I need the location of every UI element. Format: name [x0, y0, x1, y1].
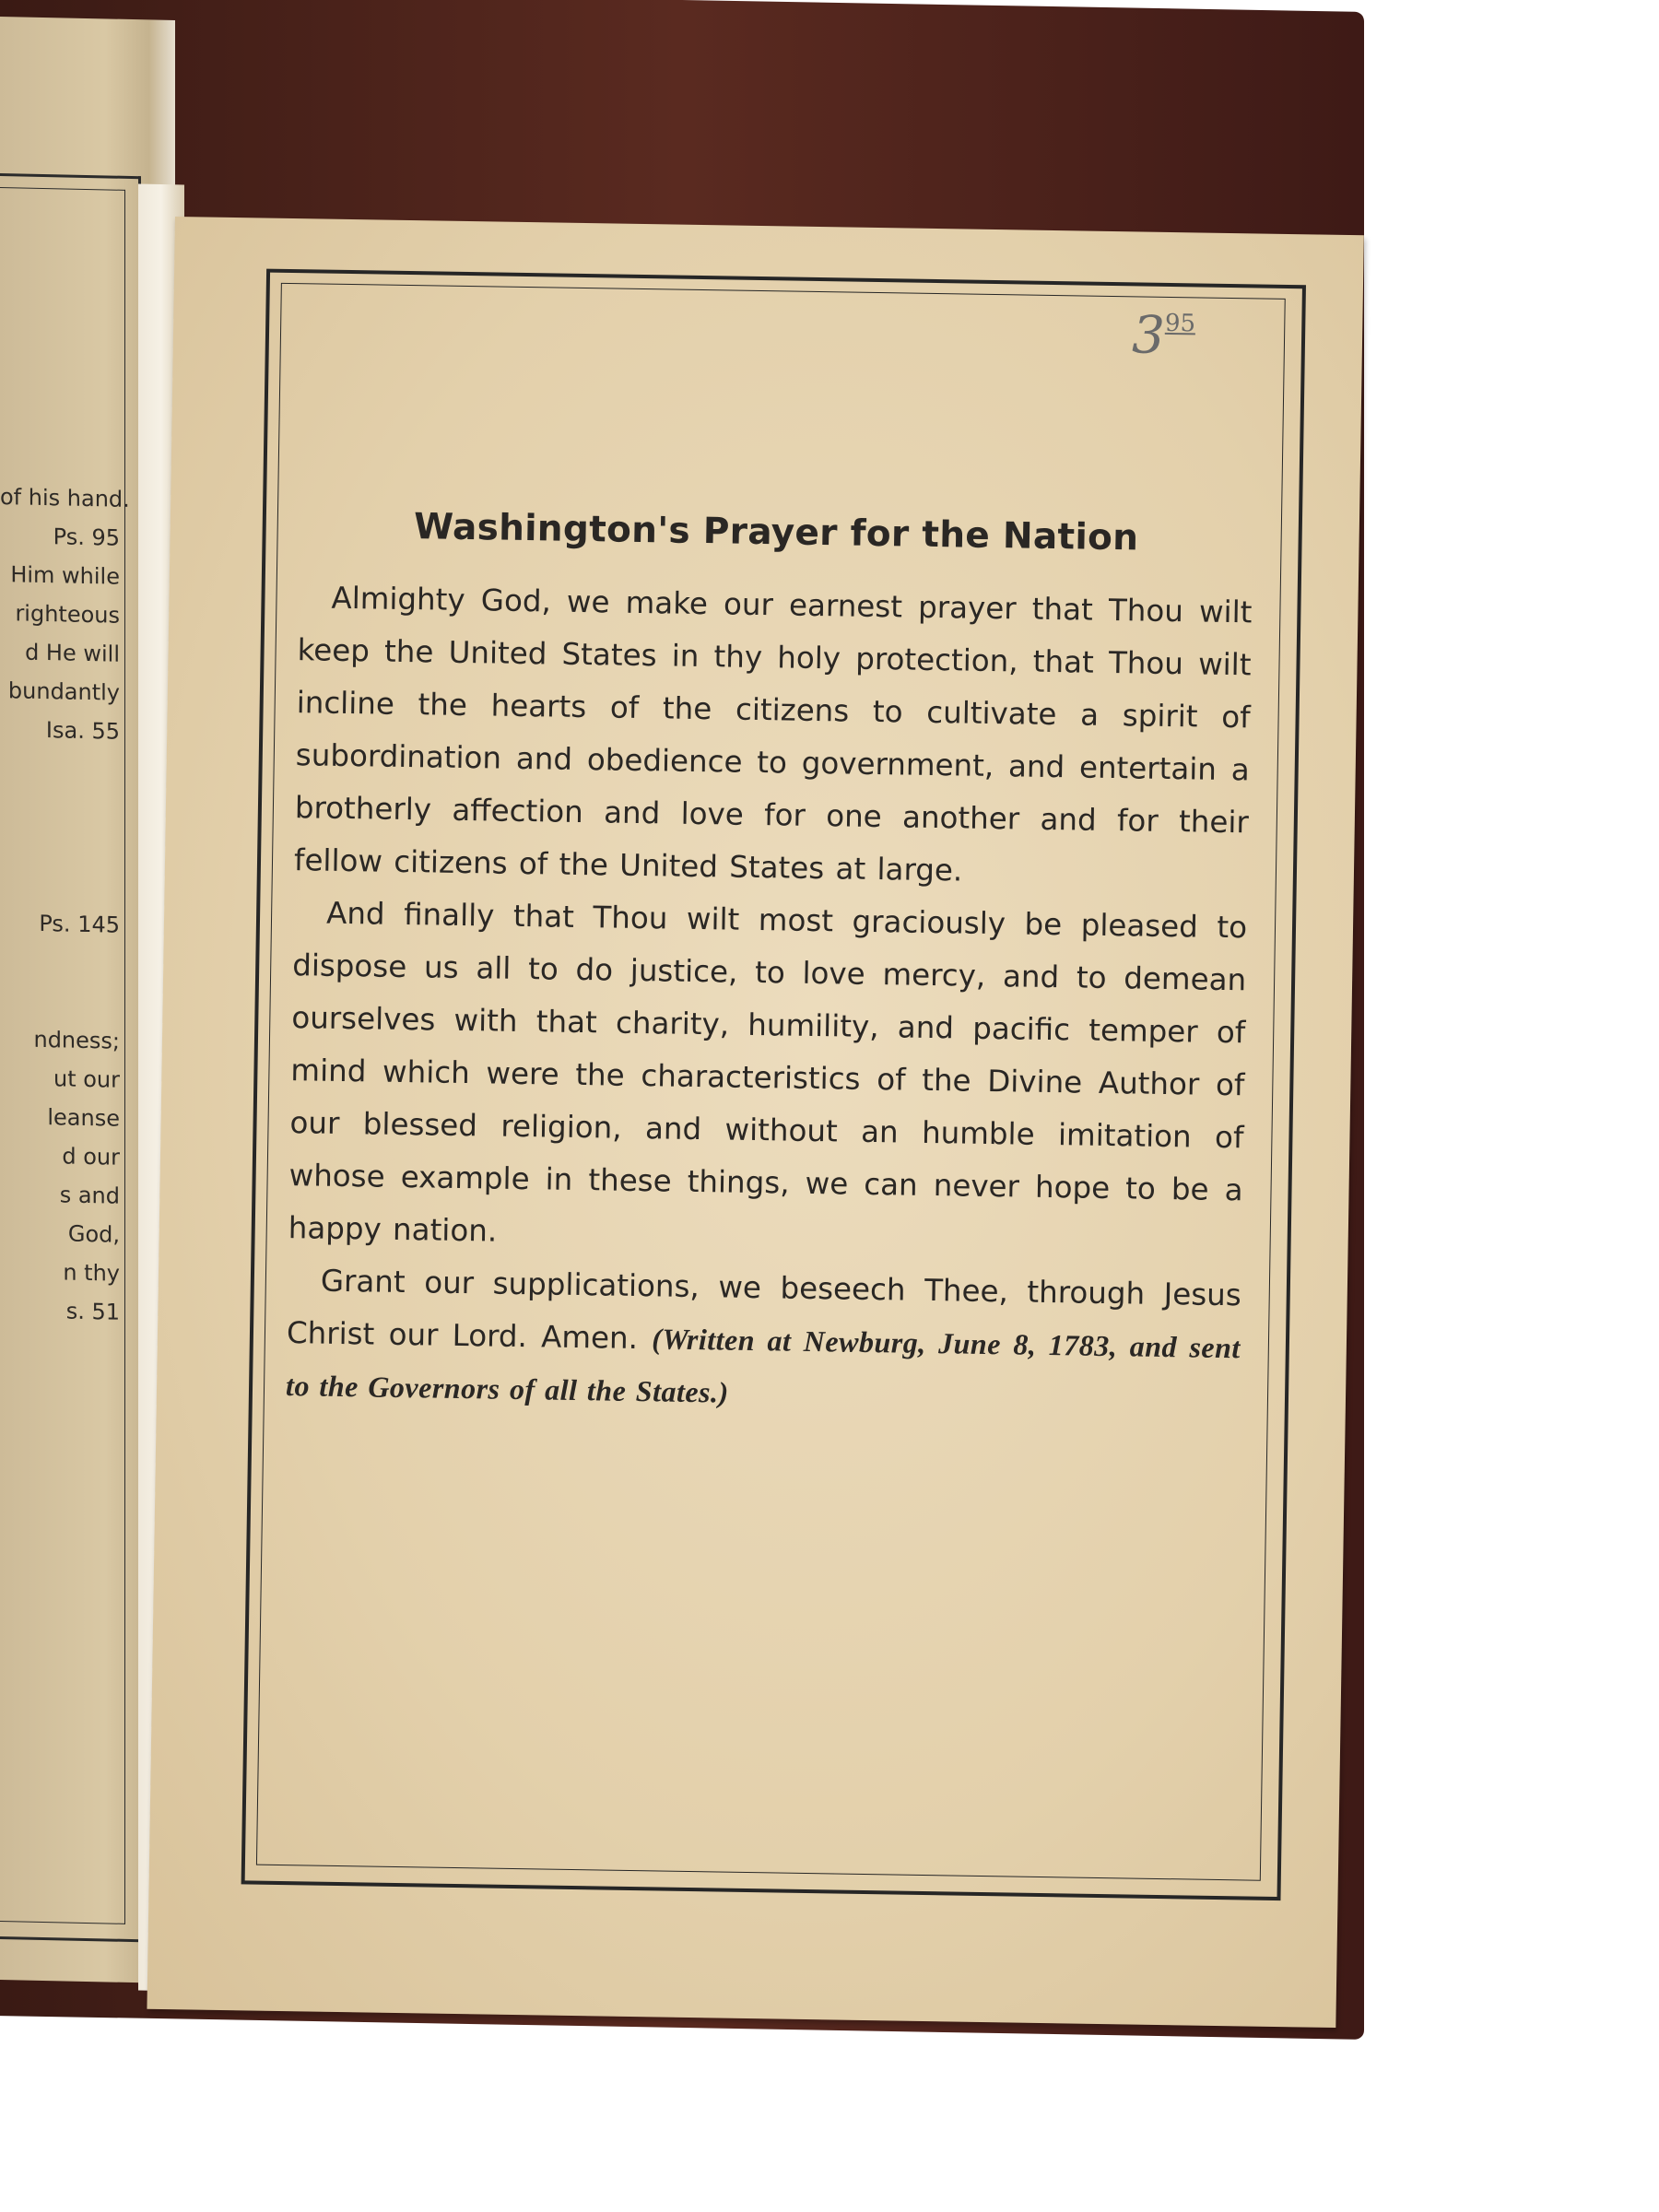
left-line: leanse — [47, 1104, 120, 1132]
left-line: n thy — [63, 1259, 120, 1287]
left-line: of his hand. — [0, 484, 130, 512]
left-line: ut our — [53, 1065, 120, 1093]
prayer-closing: Grant our supplications, we beseech Thee, through Jesus Christ our Lord. Amen. — [286, 1263, 1242, 1357]
prayer-paragraph-3 — [286, 1254, 1242, 1427]
prayer-paragraph-1: Almighty God, we make our earnest prayer that Thou wilt keep the United States in thy holy protection, that Thou wilt incline the hearts of the citizens to cultivate a spirit of subordination and obedience to government, and entertain a brotherly affection and love for one another and for their fellow citizens of the United States at large. — [293, 580, 1253, 888]
left-line: righteous — [15, 600, 120, 629]
left-line: s. 51 — [65, 1298, 120, 1325]
prayer-paragraph-2: And finally that Thou wilt most graciously be pleased to dispose us all to do justice, to love mercy, and to demean ourselves with that charity, humility, and pacific temper of mind which were the characteristics of the Divine Author of our blessed religion, and without an humble imitation of whose example in these things, we can never hope to be a happy nation. — [288, 895, 1248, 1249]
left-line — [0, 787, 120, 829]
left-line: bundantly — [7, 677, 120, 706]
left-line — [0, 748, 120, 790]
left-line — [0, 826, 120, 867]
left-line: ndness; — [33, 1026, 120, 1054]
right-page — [147, 217, 1363, 2028]
left-line: s and — [59, 1182, 120, 1209]
left-line: d He will — [25, 639, 120, 667]
left-line — [0, 942, 120, 983]
handwritten-price-mark — [1132, 305, 1196, 366]
left-line: Ps. 95 — [53, 524, 120, 551]
price-cents: 95 — [1164, 309, 1196, 338]
left-page-text — [0, 477, 130, 1332]
left-line: Isa. 55 — [45, 717, 120, 745]
left-line: Him while — [10, 561, 120, 590]
left-line — [0, 865, 120, 906]
page-title: Washington's Prayer for the Nation — [413, 506, 1139, 559]
left-line: d our — [62, 1143, 120, 1171]
left-line — [0, 981, 120, 1022]
price-main: 3 — [1131, 305, 1166, 366]
source-note: (Written at Newburg, June 8, 1783, and sent to the Governors of all the States.) — [285, 1322, 1241, 1409]
prayer-content — [286, 504, 1253, 1427]
left-line: Ps. 145 — [39, 910, 120, 938]
left-line: God, — [67, 1220, 120, 1248]
